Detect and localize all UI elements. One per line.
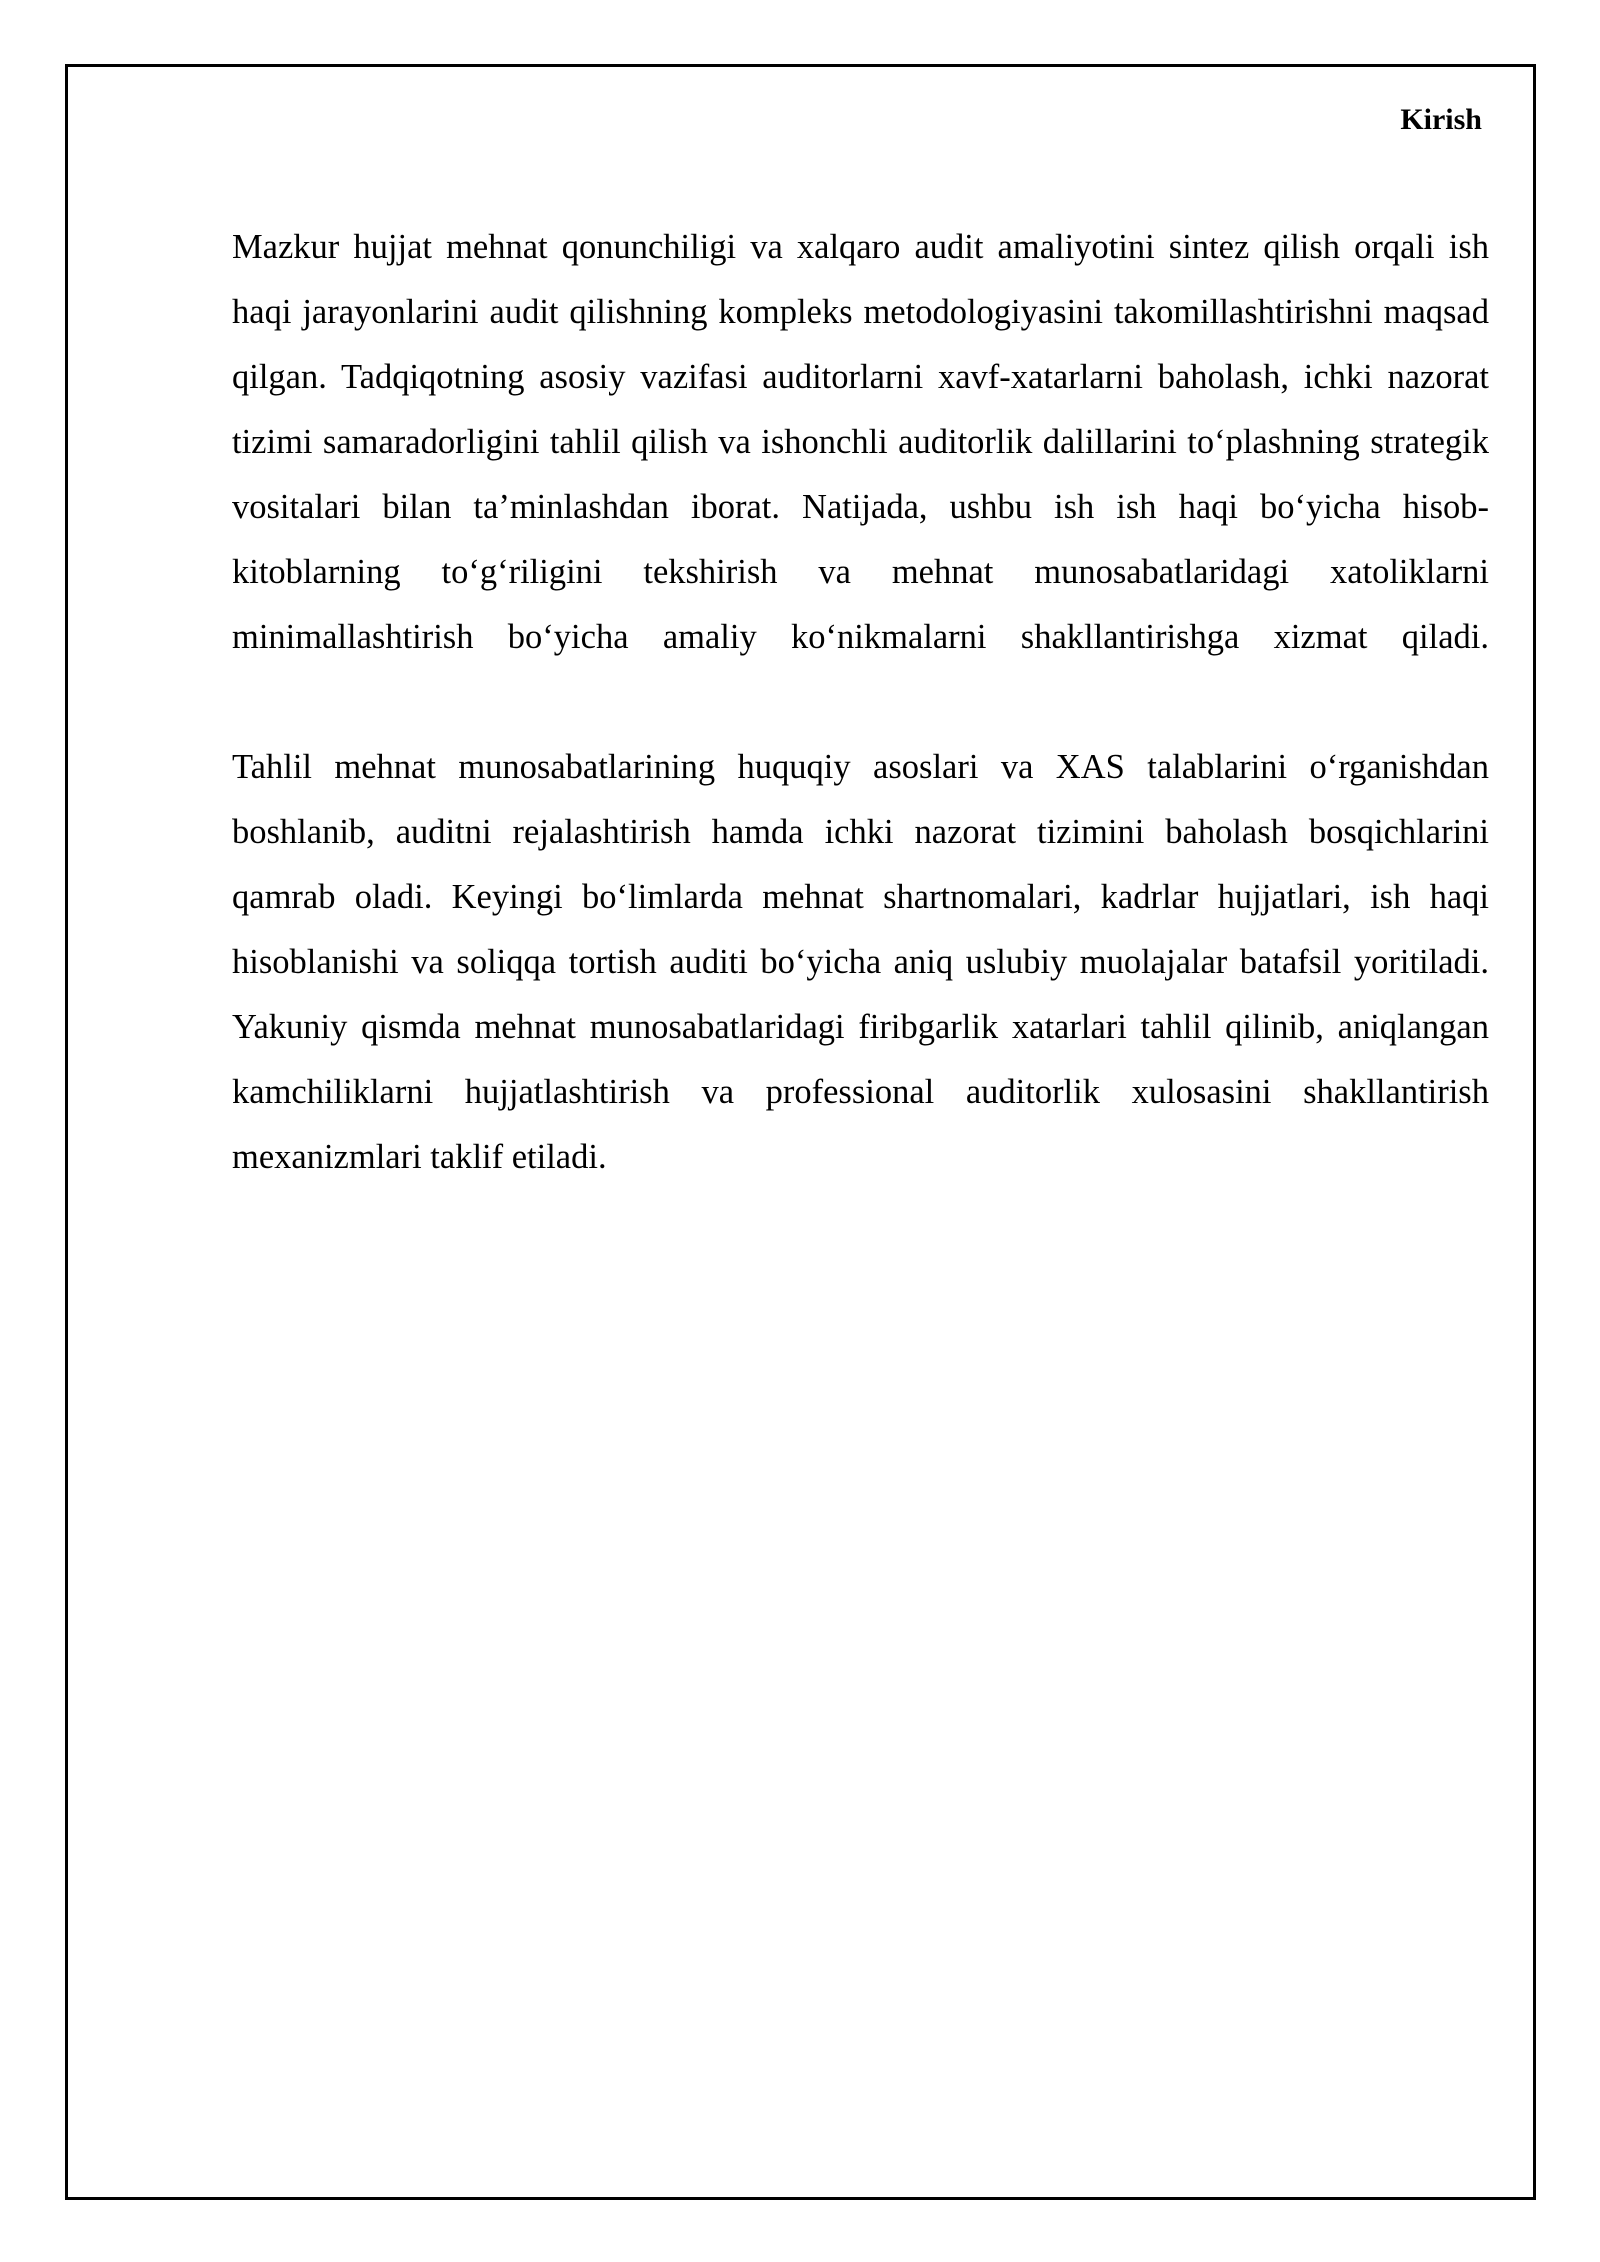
page-title: Kirish [1400, 103, 1482, 136]
paragraph-1: Mazkur hujjat mehnat qonunchiligi va xalqaro audit amaliyotini sintez qilish orqali ish haqi jarayonlarini audit qilishning kompleks metodologiyasini takomillashtirishni maqsad qilgan. Tadqiqotning asosiy vazifasi auditorlarni xavf-xatarlarni baholash, ichki nazorat tizimi samaradorligini tahlil qilish va ishonchli auditorlik dalillarini to‘plashning strategik vositalari bilan ta’minlashdan iborat. Natijada, ushbu ish ish haqi bo‘yicha hisob-kitoblarning to‘g‘riligini tekshirish va mehnat munosabatlaridagi xatoliklarni minimallashtirish bo‘yicha amaliy ko‘nikmalarni shakllantirishga xizmat qiladi. [232, 228, 1489, 656]
document-body [232, 215, 1489, 1255]
paragraph-2: Tahlil mehnat munosabatlarining huquqiy asoslari va XAS talablarini o‘rganishdan boshlanib, auditni rejalashtirish hamda ichki nazorat tizimini baholash bosqichlarini qamrab oladi. Keyingi bo‘limlarda mehnat shartnomalari, kadrlar hujjatlari, ish haqi hisoblanishi va soliqqa tortish auditi bo‘yicha aniq uslubiy muolajalar batafsil yoritiladi. Yakuniy qismda mehnat munosabatlaridagi firibgarlik xatarlari tahlil qilinib, aniqlangan kamchiliklarni hujjatlashtirish va professional auditorlik xulosasini shakllantirish mexanizmlari taklif etiladi. [232, 748, 1489, 1176]
page-border [65, 64, 1536, 2200]
